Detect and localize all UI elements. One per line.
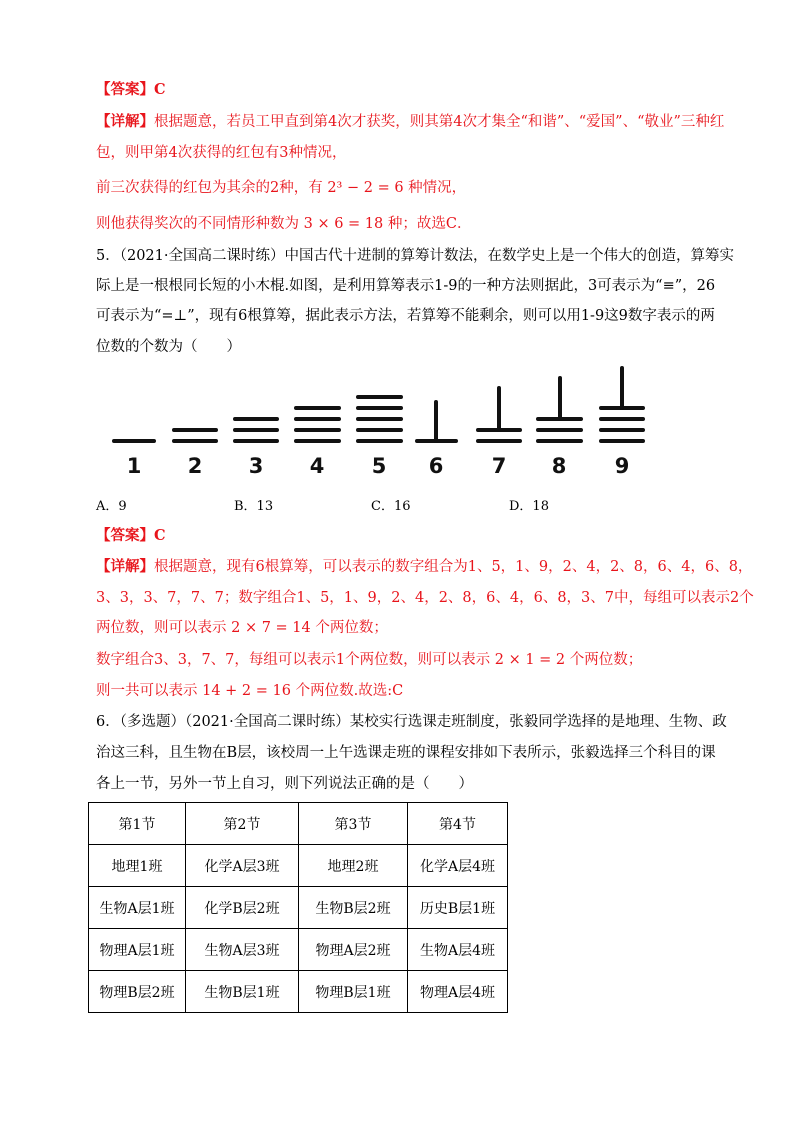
rod-label-1: 1	[126, 454, 142, 478]
q5-detail-line-4: 数字组合3、3，7、7，每组可以表示1个两位数，则可以表示 2 × 1 = 2 个两位数；	[96, 652, 643, 668]
rod-label-8: 8	[551, 454, 567, 478]
table-cell: 生物B层2班	[299, 887, 408, 929]
rod-label-6: 6	[428, 454, 444, 478]
table-header-cell: 第2节	[186, 803, 299, 845]
detail-tag: 【详解】	[96, 113, 154, 130]
q5-option-a: A．9	[96, 499, 127, 514]
q6-stem-line-3: 各上一节，另外一节上自习，则下列说法正确的是（ ）	[96, 776, 473, 792]
q5-option-c: C．16	[371, 499, 411, 514]
answer-tag: 【答案】	[96, 527, 154, 544]
table-cell: 物理A层4班	[408, 971, 508, 1013]
table-cell: 历史B层1班	[408, 887, 508, 929]
table-header-row	[89, 803, 508, 845]
q5-stem-line-4: 位数的个数为（ ）	[96, 339, 241, 355]
table-row	[89, 929, 508, 971]
q5-detail-line-3: 两位数，则可以表示 2 × 7 = 14 个两位数；	[96, 620, 388, 636]
table-cell: 物理B层1班	[299, 971, 408, 1013]
table-cell: 生物A层4班	[408, 929, 508, 971]
table-cell: 地理2班	[299, 845, 408, 887]
rod-label-3: 3	[248, 454, 264, 478]
q5-stem-line-3: 可表示为“=⊥”，现有6根算筹，据此表示方法，若算筹不能剩余，则可以用1-9这9数字表示的两	[96, 308, 715, 324]
q5-detail-line-1: 【详解】根据题意，现有6根算筹，可以表示的数字组合为1、5，1、9，2、4，2、8，6、4，6、8，	[96, 558, 753, 575]
q4-detail-line-2: 包，则甲第4次获得的红包有3种情况，	[96, 145, 347, 161]
answer-value: C	[154, 81, 166, 98]
rod-label-5: 5	[371, 454, 387, 478]
answer-tag: 【答案】	[96, 81, 154, 98]
rod-label-7: 7	[491, 454, 507, 478]
q5-stem-line-2: 际上是一根根同长短的小木棍.如图，是利用算筹表示1-9的一种方法则据此，3可表示为“≡”，26	[96, 278, 716, 294]
table-header-cell: 第4节	[408, 803, 508, 845]
q5-detail-line-2: 3、3，3、7，7、7；数字组合1、5，1、9，2、4，2、8，6、4，6、8，3、7中，每组可以表示2个	[96, 590, 754, 606]
schedule-table	[88, 802, 508, 1013]
table-row	[89, 887, 508, 929]
counting-rods-svg	[96, 362, 656, 452]
table-cell: 物理A层2班	[299, 929, 408, 971]
q4-answer-line	[96, 80, 706, 100]
table-cell: 化学A层3班	[186, 845, 299, 887]
table-cell: 物理A层1班	[89, 929, 186, 971]
table-cell: 生物B层1班	[186, 971, 299, 1013]
table-cell: 化学A层4班	[408, 845, 508, 887]
table-row	[89, 971, 508, 1013]
counting-rods-figure	[96, 362, 656, 482]
table-cell: 生物A层3班	[186, 929, 299, 971]
q5-stem-line-1: 5．（2021·全国高二课时练）中国古代十进制的算筹计数法，在数学史上是一个伟大的创造，算筹实	[96, 248, 734, 264]
q4-detail-line-4: 则他获得奖次的不同情形种数为 3 × 6 = 18 种；故选C．	[96, 216, 472, 232]
table-row	[89, 845, 508, 887]
table-cell: 地理1班	[89, 845, 186, 887]
table-cell: 化学B层2班	[186, 887, 299, 929]
q5-option-b: B．13	[234, 499, 274, 514]
table-cell: 物理B层2班	[89, 971, 186, 1013]
detail-tag: 【详解】	[96, 558, 154, 575]
q4-detail-line-3: 前三次获得的红包为其余的2种，有 2³ − 2 = 6 种情况，	[96, 180, 467, 196]
q4-detail-line-1: 【详解】根据题意，若员工甲直到第4次才获奖，则其第4次才集全“和谐”、“爱国”、“敬业”三种红	[96, 113, 725, 130]
q5-option-d: D．18	[509, 499, 549, 514]
table-cell: 生物A层1班	[89, 887, 186, 929]
q5-answer-line	[96, 526, 706, 546]
rod-label-2: 2	[187, 454, 203, 478]
q6-stem-line-2: 治这三科，且生物在B层，该校周一上午选课走班的课程安排如下表所示，张毅选择三个科目的课	[96, 745, 716, 761]
q5-detail-line-5: 则一共可以表示 14 + 2 = 16 个两位数.故选:C	[96, 683, 404, 699]
q6-stem-line-1: 6．（多选题）（2021·全国高二课时练）某校实行选课走班制度，张毅同学选择的是地理、生物、政	[96, 714, 727, 730]
rod-label-9: 9	[614, 454, 630, 478]
rod-label-4: 4	[309, 454, 325, 478]
answer-value: C	[154, 527, 166, 544]
table-header-cell: 第3节	[299, 803, 408, 845]
table-header-cell: 第1节	[89, 803, 186, 845]
